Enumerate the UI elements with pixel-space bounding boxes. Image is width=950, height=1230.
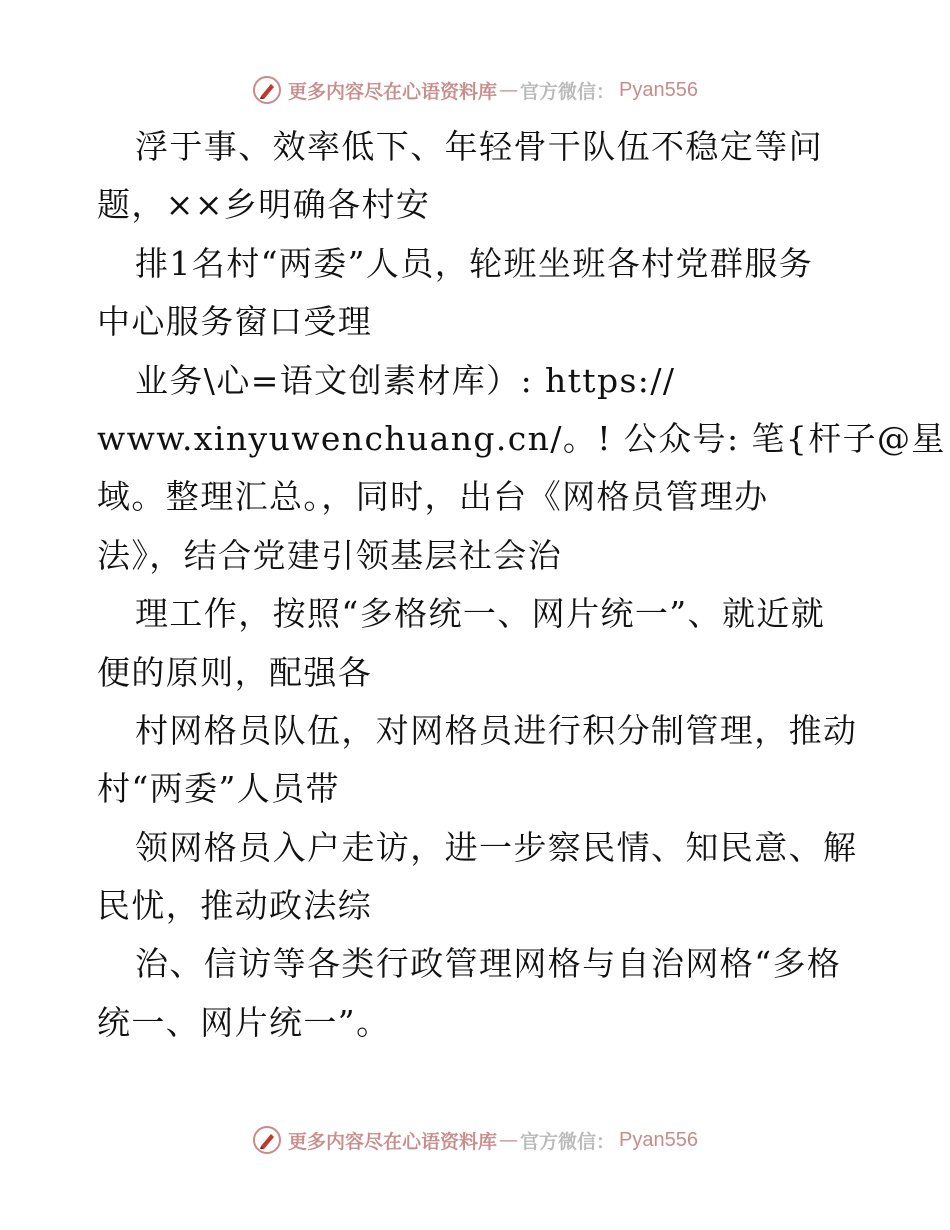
- watermark-wechat-label: 官方微信：: [520, 1130, 616, 1153]
- watermark-wechat-id: Pyan556: [619, 1128, 698, 1151]
- text-line: 治、信访等各类行政管理网格与自治网格“多格: [135, 944, 842, 984]
- watermark-dash: —: [499, 79, 519, 101]
- text-line: 理工作，按照“多格统一、网片统一”、就近就: [135, 594, 826, 634]
- text-line: 浮于事、效率低下、年轻骨干队伍不稳定等问: [135, 127, 823, 166]
- text-line: 中心服务窗口受理: [97, 302, 373, 342]
- text-line: 法》，结合党建引领基层社会治: [97, 535, 563, 575]
- pen-logo-icon: [252, 1125, 282, 1155]
- watermark-dash: —: [499, 1129, 519, 1151]
- header-watermark: [0, 70, 950, 110]
- text-line: 民忧，推动政法综: [97, 886, 373, 926]
- text-line: 统一、网片统一”。: [97, 1002, 391, 1042]
- text-line: 域。整理汇总。，同时，出台《网格员管理办: [97, 477, 769, 517]
- text-line: www.xinyuwenchuang.cn/。! 公众号: 笔{杆子@星: [97, 418, 946, 458]
- text-line: 业务\心=语文创素材库）: https://: [135, 360, 676, 400]
- watermark-wechat-label: 官方微信：: [520, 80, 616, 103]
- text-line: 排1名村“两委”人员，轮班坐班各村党群服务: [135, 243, 814, 283]
- footer-watermark: [0, 1120, 950, 1160]
- text-line: 题，××乡明确各村安: [97, 185, 431, 225]
- document-body: [97, 118, 946, 1052]
- text-line: 村网格员队伍，对网格员进行积分制管理，推动: [135, 710, 858, 750]
- text-line: 村“两委”人员带: [97, 769, 340, 809]
- text-line: 领网格员入户走访，进一步察民情、知民意、解: [135, 827, 858, 867]
- text-line: 便的原则，配强各: [97, 652, 373, 692]
- watermark-brand-text: 更多内容尽在心语资料库: [288, 80, 498, 103]
- watermark-brand-text: 更多内容尽在心语资料库: [288, 1130, 498, 1153]
- watermark-wechat-id: Pyan556: [619, 78, 698, 101]
- pen-logo-icon: [252, 75, 282, 105]
